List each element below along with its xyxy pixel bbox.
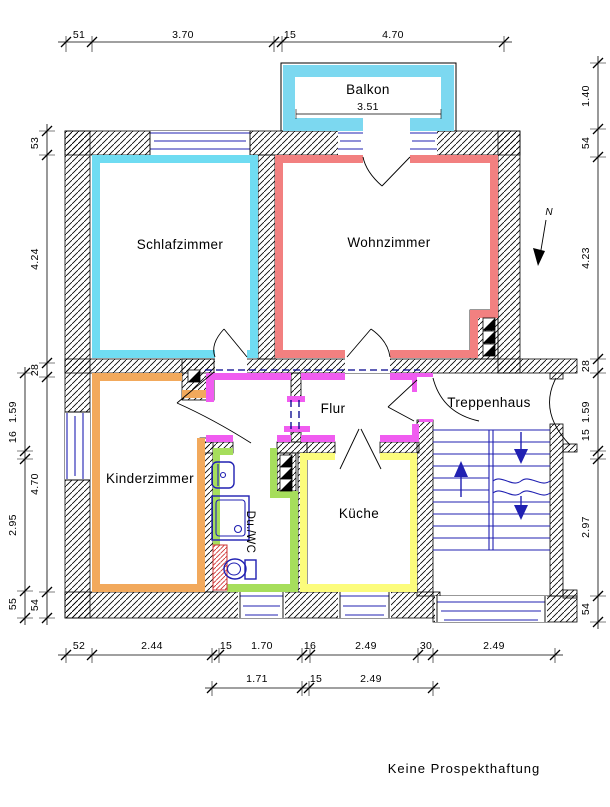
dim-r-423: 4.23	[580, 247, 592, 269]
dim-chain-bottom-2	[205, 673, 440, 696]
disclaimer-note: Keine Prospekthaftung	[387, 761, 541, 776]
dim-r-297: 2.97	[580, 516, 592, 538]
dim-b1-52: 52	[72, 640, 86, 652]
dim-lo-55: 55	[7, 597, 19, 611]
dim-b1-170: 1.70	[251, 640, 273, 652]
north-label: N	[545, 207, 553, 218]
dim-chain-left-outer	[7, 367, 33, 625]
dim-top-470: 4.70	[382, 29, 404, 41]
wohnzimmer-border	[275, 155, 498, 358]
dim-b1-249b: 2.49	[483, 640, 505, 652]
dim-b2-249: 2.49	[360, 673, 382, 685]
room-label-treppenhaus: Treppenhaus	[447, 395, 531, 410]
dim-b2-171: 1.71	[246, 673, 268, 685]
dim-li-54: 54	[29, 598, 41, 612]
room-label-duwc: Du./WC	[244, 510, 256, 554]
room-label-kinderzimmer: Kinderzimmer	[105, 471, 195, 486]
dim-b1-16: 16	[303, 640, 317, 652]
north-arrow	[533, 207, 553, 266]
dim-li-28: 28	[29, 363, 41, 377]
dim-b1-15: 15	[219, 640, 233, 652]
chimney-wohnzimmer	[483, 318, 495, 356]
dim-b1-244: 2.44	[141, 640, 163, 652]
dim-r-54a: 54	[580, 136, 592, 150]
dim-chain-bottom-1	[58, 640, 563, 663]
dim-b2-15: 15	[309, 673, 323, 685]
schlafzimmer-border	[92, 155, 258, 358]
dim-top-370: 3.70	[172, 29, 194, 41]
stairs	[433, 430, 550, 550]
red-shaft	[213, 545, 227, 590]
dim-r-159: 1.59	[580, 401, 592, 423]
kueche-border	[300, 453, 417, 592]
dim-chain-left-inner	[29, 124, 55, 625]
room-label-balkon: Balkon	[346, 82, 390, 97]
stairs-down-arrow-icon	[514, 432, 528, 520]
flur-border	[206, 373, 433, 442]
room-label-flur: Flur	[320, 401, 346, 416]
dim-top-15: 15	[283, 29, 297, 41]
dim-lo-295: 2.95	[7, 514, 19, 536]
room-label-schlafzimmer: Schlafzimmer	[136, 237, 224, 252]
chimney-flur	[188, 370, 200, 382]
dim-top-51: 51	[72, 29, 86, 41]
toilet-icon	[224, 559, 256, 579]
dim-chain-right	[580, 56, 606, 629]
dim-r-15: 15	[580, 428, 592, 442]
dim-r-28: 28	[580, 359, 592, 373]
dim-r-140: 1.40	[580, 85, 592, 107]
dim-li-424: 4.24	[29, 248, 41, 270]
dim-lo-159: 1.59	[7, 401, 19, 423]
dim-li-53: 53	[29, 136, 41, 150]
dim-r-54b: 54	[580, 602, 592, 616]
dim-li-470: 4.70	[29, 473, 41, 495]
dim-b1-30: 30	[419, 640, 433, 652]
dim-lo-16: 16	[7, 430, 19, 444]
room-label-wohnzimmer: Wohnzimmer	[347, 235, 431, 250]
room-label-kueche: Küche	[338, 506, 380, 521]
dim-balkon-351: 3.51	[357, 101, 379, 113]
dim-chain-top	[58, 29, 512, 52]
chimney-duwc	[280, 455, 292, 491]
dim-balkon	[296, 101, 441, 119]
dim-b1-249a: 2.49	[355, 640, 377, 652]
